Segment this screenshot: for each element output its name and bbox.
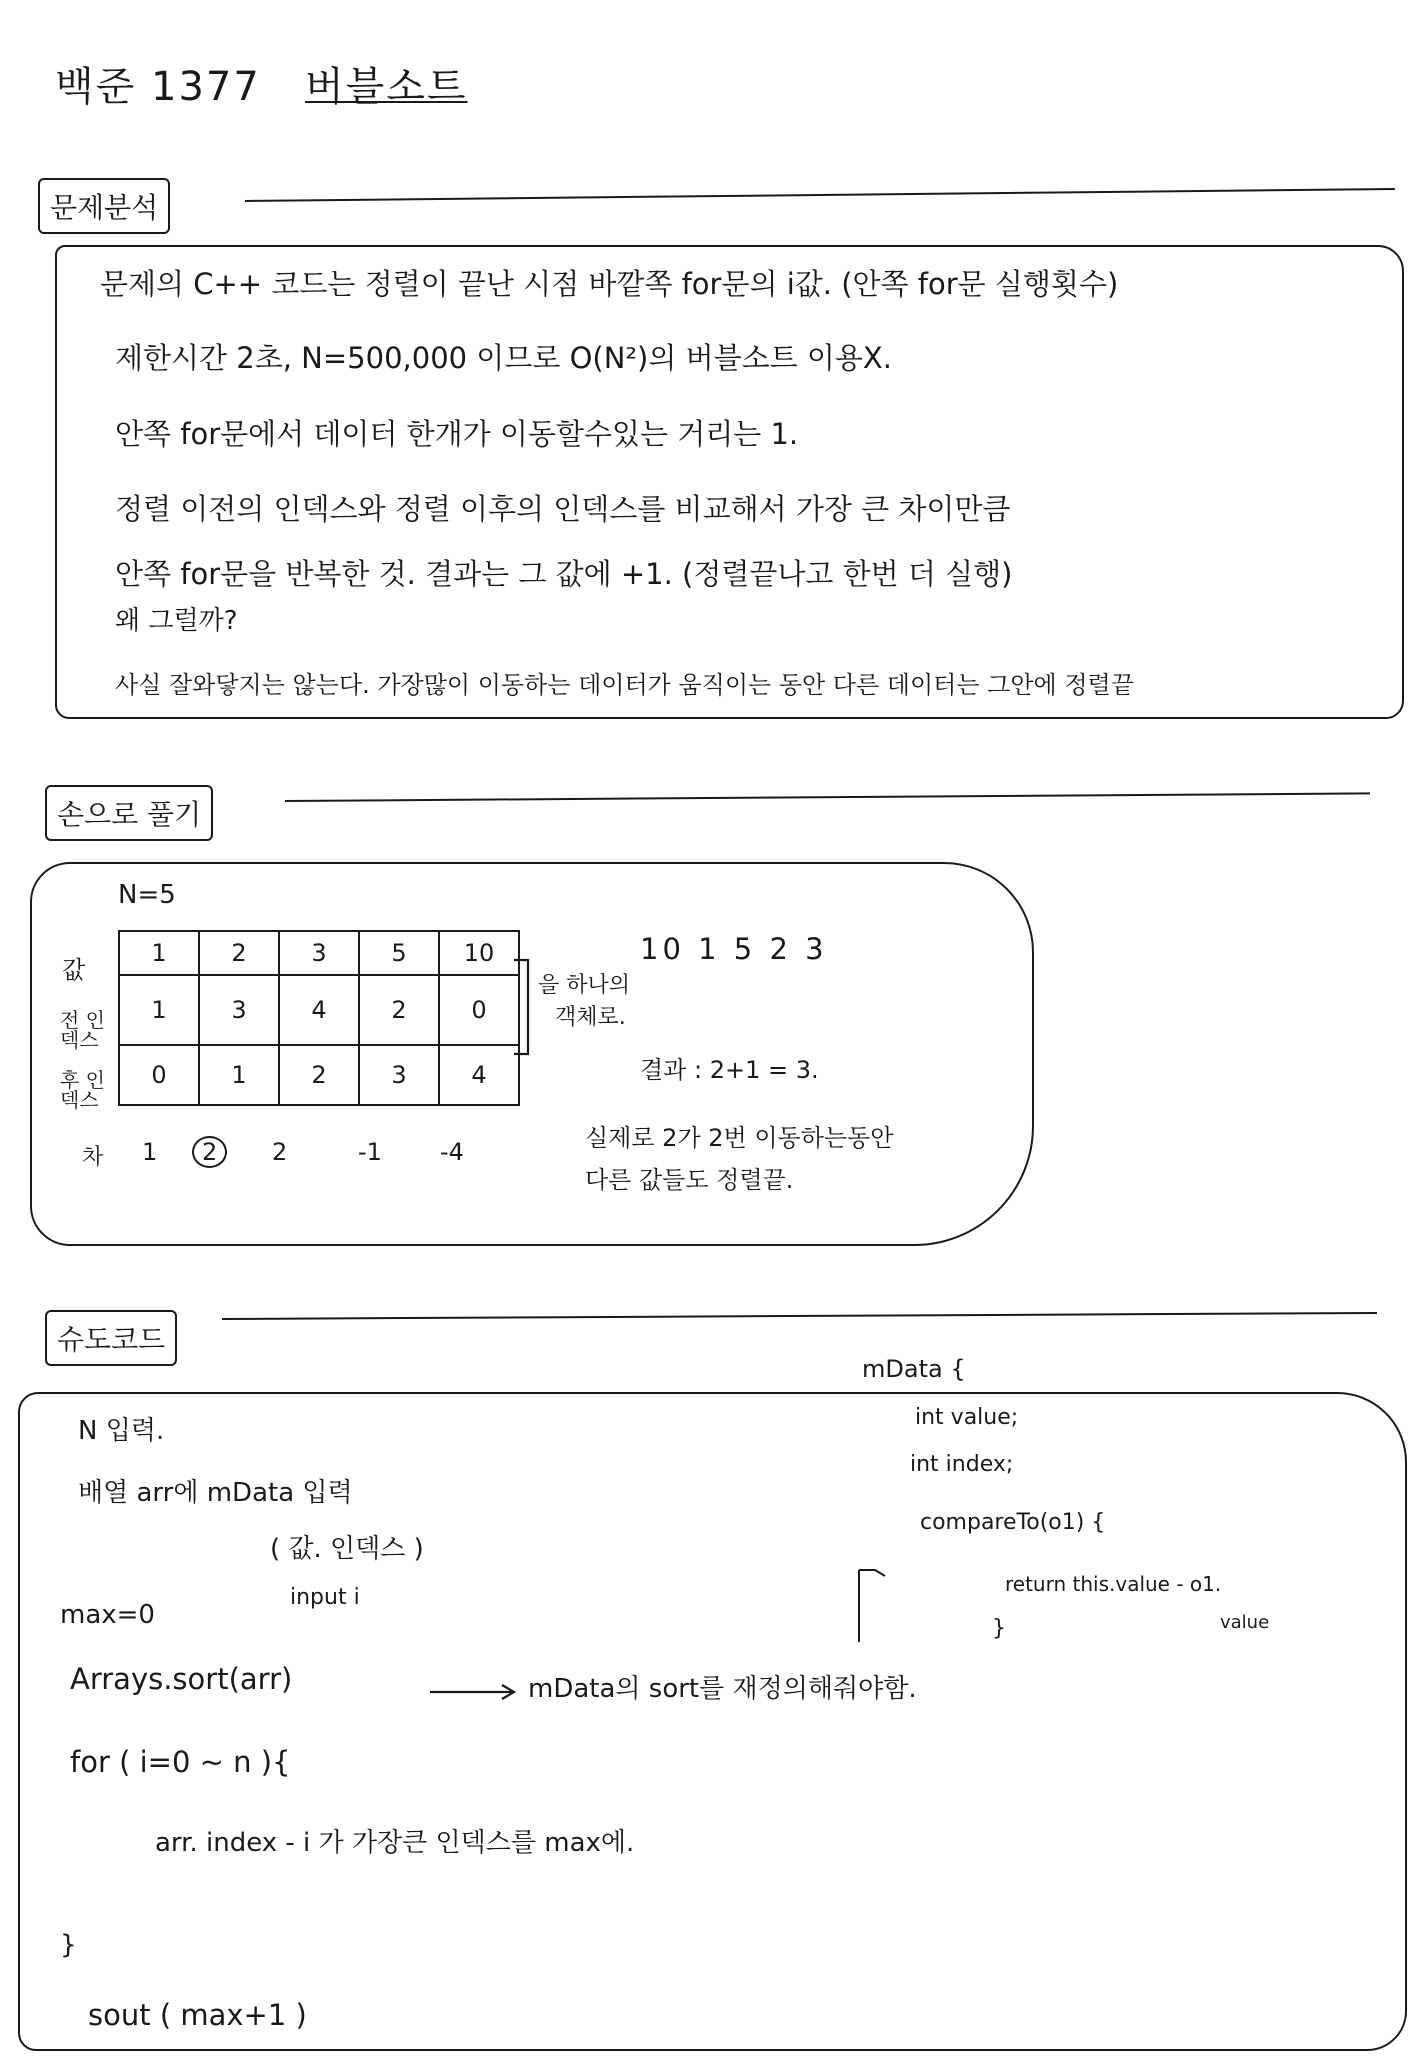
diff-value: 2 bbox=[272, 1138, 288, 1166]
diff-value-circled bbox=[192, 1136, 227, 1168]
code-line-9: } bbox=[60, 1930, 77, 1960]
row-label-after-index: 후 인덱스 bbox=[60, 1068, 105, 1112]
table-cell: 1 bbox=[199, 1045, 279, 1105]
code-line-6: Arrays.sort(arr) bbox=[70, 1662, 293, 1696]
code-line-7: for ( i=0 ~ n ){ bbox=[70, 1745, 291, 1779]
table-cell: 3 bbox=[199, 975, 279, 1045]
class-line-4: compareTo(o1) { bbox=[920, 1510, 1106, 1535]
class-line-7: } bbox=[992, 1616, 1006, 1641]
table-cell: 4 bbox=[439, 1045, 519, 1105]
title-name: 버블소트 bbox=[304, 64, 468, 110]
note-line-2: 다른 값들도 정렬끝. bbox=[585, 1166, 794, 1194]
page-title bbox=[55, 55, 468, 112]
table-cell: 2 bbox=[199, 931, 279, 975]
analysis-box bbox=[55, 245, 1404, 719]
bracket-note-line1: 을 하나의 bbox=[538, 973, 631, 998]
code-line-4: input i bbox=[290, 1585, 360, 1610]
table-cell: 4 bbox=[279, 975, 359, 1045]
note-line-1: 실제로 2가 2번 이동하는동안 bbox=[585, 1124, 894, 1152]
code-line-10: sout ( max+1 ) bbox=[88, 1998, 307, 2032]
code-line-1: N 입력. bbox=[78, 1416, 165, 1446]
diff-value: -4 bbox=[440, 1138, 464, 1166]
arrow-note: mData의 sort를 재정의해줘야함. bbox=[528, 1674, 917, 1704]
code-line-5: max=0 bbox=[60, 1600, 155, 1630]
table-cell: 2 bbox=[279, 1045, 359, 1105]
table-row-values bbox=[119, 931, 519, 975]
table-row-after-index bbox=[119, 1045, 519, 1105]
analysis-line-1: 문제의 C++ 코드는 정렬이 끝난 시점 바깥쪽 for문의 i값. (안쪽 for문 실행횟수) bbox=[100, 267, 1119, 301]
row-label-value: 값 bbox=[62, 956, 86, 984]
code-line-3: ( 값. 인덱스 ) bbox=[270, 1534, 424, 1564]
section-divider-hand-solve bbox=[285, 792, 1370, 802]
table-row-before-index bbox=[119, 975, 519, 1045]
input-sequence: 10 1 5 2 3 bbox=[640, 932, 828, 966]
table-cell: 1 bbox=[119, 931, 199, 975]
class-line-1: mData { bbox=[862, 1355, 966, 1383]
result-text: 결과 : 2+1 = 3. bbox=[640, 1056, 819, 1084]
section-label-hand-solve: 손으로 풀기 bbox=[45, 785, 213, 841]
table-cell: 3 bbox=[279, 931, 359, 975]
analysis-line-6: 왜 그럴까? bbox=[115, 606, 238, 636]
bracket-note-line2: 객체로. bbox=[555, 1005, 626, 1030]
analysis-line-4: 정렬 이전의 인덱스와 정렬 이후의 인덱스를 비교해서 가장 큰 차이만큼 bbox=[115, 492, 1011, 526]
diff-circle: 2 bbox=[192, 1136, 227, 1168]
row-label-before-index: 전 인덱스 bbox=[60, 1008, 105, 1052]
class-line-3: int index; bbox=[910, 1452, 1014, 1477]
analysis-line-3: 안쪽 for문에서 데이터 한개가 이동할수있는 거리는 1. bbox=[115, 417, 799, 451]
table-cell: 2 bbox=[359, 975, 439, 1045]
class-line-6: value bbox=[1220, 1612, 1270, 1633]
analysis-line-7: 사실 잘와닿지는 않는다. 가장많이 이동하는 데이터가 움직이는 동안 다른 데이터는 그안에 정렬끝 bbox=[115, 671, 1134, 699]
section-divider-pseudocode bbox=[222, 1312, 1377, 1320]
arrow-right-icon bbox=[428, 1680, 520, 1704]
table-cell: 0 bbox=[119, 1045, 199, 1105]
section-label-analysis: 문제분석 bbox=[38, 178, 170, 234]
n-label: N=5 bbox=[118, 880, 176, 910]
code-line-2: 배열 arr에 mData 입력 bbox=[78, 1478, 353, 1508]
section-label-pseudocode: 슈도코드 bbox=[45, 1310, 177, 1366]
class-line-5: return this.value - o1. bbox=[1005, 1572, 1222, 1596]
diff-value: 1 bbox=[142, 1138, 158, 1166]
table-cell: 10 bbox=[439, 931, 519, 975]
bracket-icon bbox=[512, 958, 534, 1058]
table-cell: 1 bbox=[119, 975, 199, 1045]
class-line-2: int value; bbox=[915, 1405, 1019, 1430]
table-cell: 0 bbox=[439, 975, 519, 1045]
analysis-line-5: 안쪽 for문을 반복한 것. 결과는 그 값에 +1. (정렬끝나고 한번 더 실행) bbox=[115, 557, 1013, 591]
table-cell: 5 bbox=[359, 931, 439, 975]
title-number: 백준 1377 bbox=[55, 64, 261, 110]
hand-solve-table bbox=[118, 930, 520, 1106]
diff-value: -1 bbox=[358, 1138, 382, 1166]
analysis-line-2: 제한시간 2초, N=500,000 이므로 O(N²)의 버블소트 이용X. bbox=[115, 341, 892, 375]
return-arrow-icon bbox=[855, 1560, 895, 1644]
code-line-8: arr. index - i 가 가장큰 인덱스를 max에. bbox=[155, 1828, 635, 1858]
row-label-diff: 차 bbox=[82, 1145, 104, 1170]
section-divider-analysis bbox=[245, 188, 1395, 202]
table-cell: 3 bbox=[359, 1045, 439, 1105]
